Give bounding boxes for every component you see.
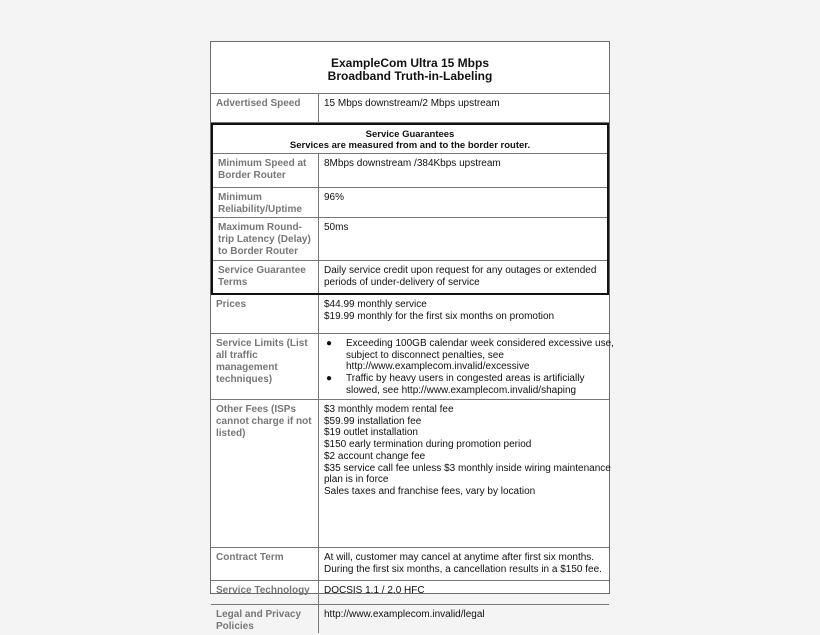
reliability-label: Minimum Reliability/Uptime — [213, 188, 319, 217]
latency-value — [319, 218, 607, 260]
limit-1-line-2: subject to disconnect penalties, see — [346, 349, 504, 361]
bullet-dot-icon: ● — [326, 373, 333, 385]
title-line-2: Broadband Truth-in-Labeling — [327, 69, 493, 83]
legal-policies-label: Legal and Privacy Policies — [211, 605, 319, 633]
limit-1-line-3: http://www.examplecom.invalid/excessive — [346, 361, 530, 373]
guarantee-terms-value — [319, 261, 607, 293]
contract-line-2: During the first six months, a cancellation results in a $150 fee. — [324, 563, 602, 575]
contract-line-1: At will, customer may cancel at anytime after first six months. — [324, 552, 595, 563]
technology-line: DOCSIS 1.1 / 2.0 HFC — [324, 585, 425, 596]
other-fees-label: Other Fees (ISPs cannot charge if not listed) — [211, 400, 319, 547]
advertised-speed-value: 15 Mbps downstream/2 Mbps upstream — [324, 98, 500, 109]
reliability-value — [319, 188, 607, 217]
limit-2-line-2: slowed, see http://www.examplecom.invalid/shaping — [346, 384, 577, 396]
min-speed-value — [319, 154, 607, 187]
fee-line: $3 monthly modem rental fee — [324, 404, 454, 415]
guarantee-terms-line-2: periods of under-delivery of service — [324, 276, 480, 288]
price-line-1: $44.99 monthly service — [324, 299, 427, 310]
reliability-row — [213, 188, 607, 218]
latency-row — [213, 218, 607, 261]
fee-line: plan is in force — [324, 474, 389, 486]
advertised-speed-label: Advertised Speed — [211, 94, 319, 122]
service-guarantees-box — [211, 123, 609, 295]
limit-2-line-1: Traffic by heavy users in congested areas is artificially — [346, 373, 585, 385]
service-limits-row — [211, 334, 614, 400]
limit-1-line-1: Exceeding 100GB calendar week considered excessive use, — [346, 338, 614, 349]
service-technology-row — [211, 581, 609, 605]
fee-line: $150 early termination during promotion period — [324, 439, 532, 451]
fee-line: $19 outlet installation — [324, 427, 418, 439]
guarantee-terms-label: Service Guarantee Terms — [213, 261, 319, 293]
guarantees-heading-note: Services are measured from and to the border router. — [289, 140, 531, 151]
fee-line: $59.99 installation fee — [324, 415, 422, 427]
guarantees-heading-title: Service Guarantees — [365, 129, 455, 140]
service-limits-label: Service Limits (List all traffic management techniques) — [211, 334, 319, 399]
label-title — [211, 42, 609, 94]
guarantee-terms-row — [213, 261, 607, 293]
bullet-dot-icon: ● — [326, 338, 333, 349]
service-technology-value — [319, 581, 609, 604]
service-technology-label: Service Technology — [211, 581, 319, 604]
title-line-1: ExampleCom Ultra 15 Mbps — [330, 56, 490, 70]
fee-line: $2 account change fee — [324, 450, 426, 462]
fee-line: $35 service call fee unless $3 monthly inside wiring maintenance — [324, 462, 611, 474]
prices-label: Prices — [211, 295, 319, 333]
service-guarantees-heading — [213, 125, 607, 154]
broadband-label — [210, 41, 614, 632]
legal-line: http://www.examplecom.invalid/legal — [324, 609, 485, 620]
other-fees-row — [211, 400, 609, 548]
limit-bullet-1 — [324, 338, 614, 373]
other-fees-value — [319, 400, 609, 547]
contract-term-label: Contract Term — [211, 548, 319, 580]
legal-policies-row — [211, 605, 609, 633]
contract-term-value — [319, 548, 609, 580]
limit-bullet-2 — [324, 373, 604, 396]
latency-label: Maximum Round-trip Latency (Delay) to Border Router — [213, 218, 319, 260]
fee-line: Sales taxes and franchise fees, vary by location — [324, 485, 536, 497]
price-line-2: $19.99 monthly for the first six months on promotion — [324, 310, 555, 322]
guarantee-terms-line-1: Daily service credit upon request for any outages or extended — [324, 265, 597, 276]
service-limits-value — [319, 334, 614, 399]
reliability-line: 96% — [324, 192, 345, 203]
prices-value — [319, 295, 609, 333]
latency-line: 50ms — [324, 222, 349, 233]
min-speed-line: 8Mbps downstream /384Kbps upstream — [324, 158, 501, 169]
contract-term-row — [211, 548, 609, 581]
min-speed-row — [213, 154, 607, 188]
advertised-speed-row — [211, 94, 609, 123]
legal-policies-value — [319, 605, 609, 633]
min-speed-label: Minimum Speed at Border Router — [213, 154, 319, 187]
prices-row — [211, 295, 609, 334]
